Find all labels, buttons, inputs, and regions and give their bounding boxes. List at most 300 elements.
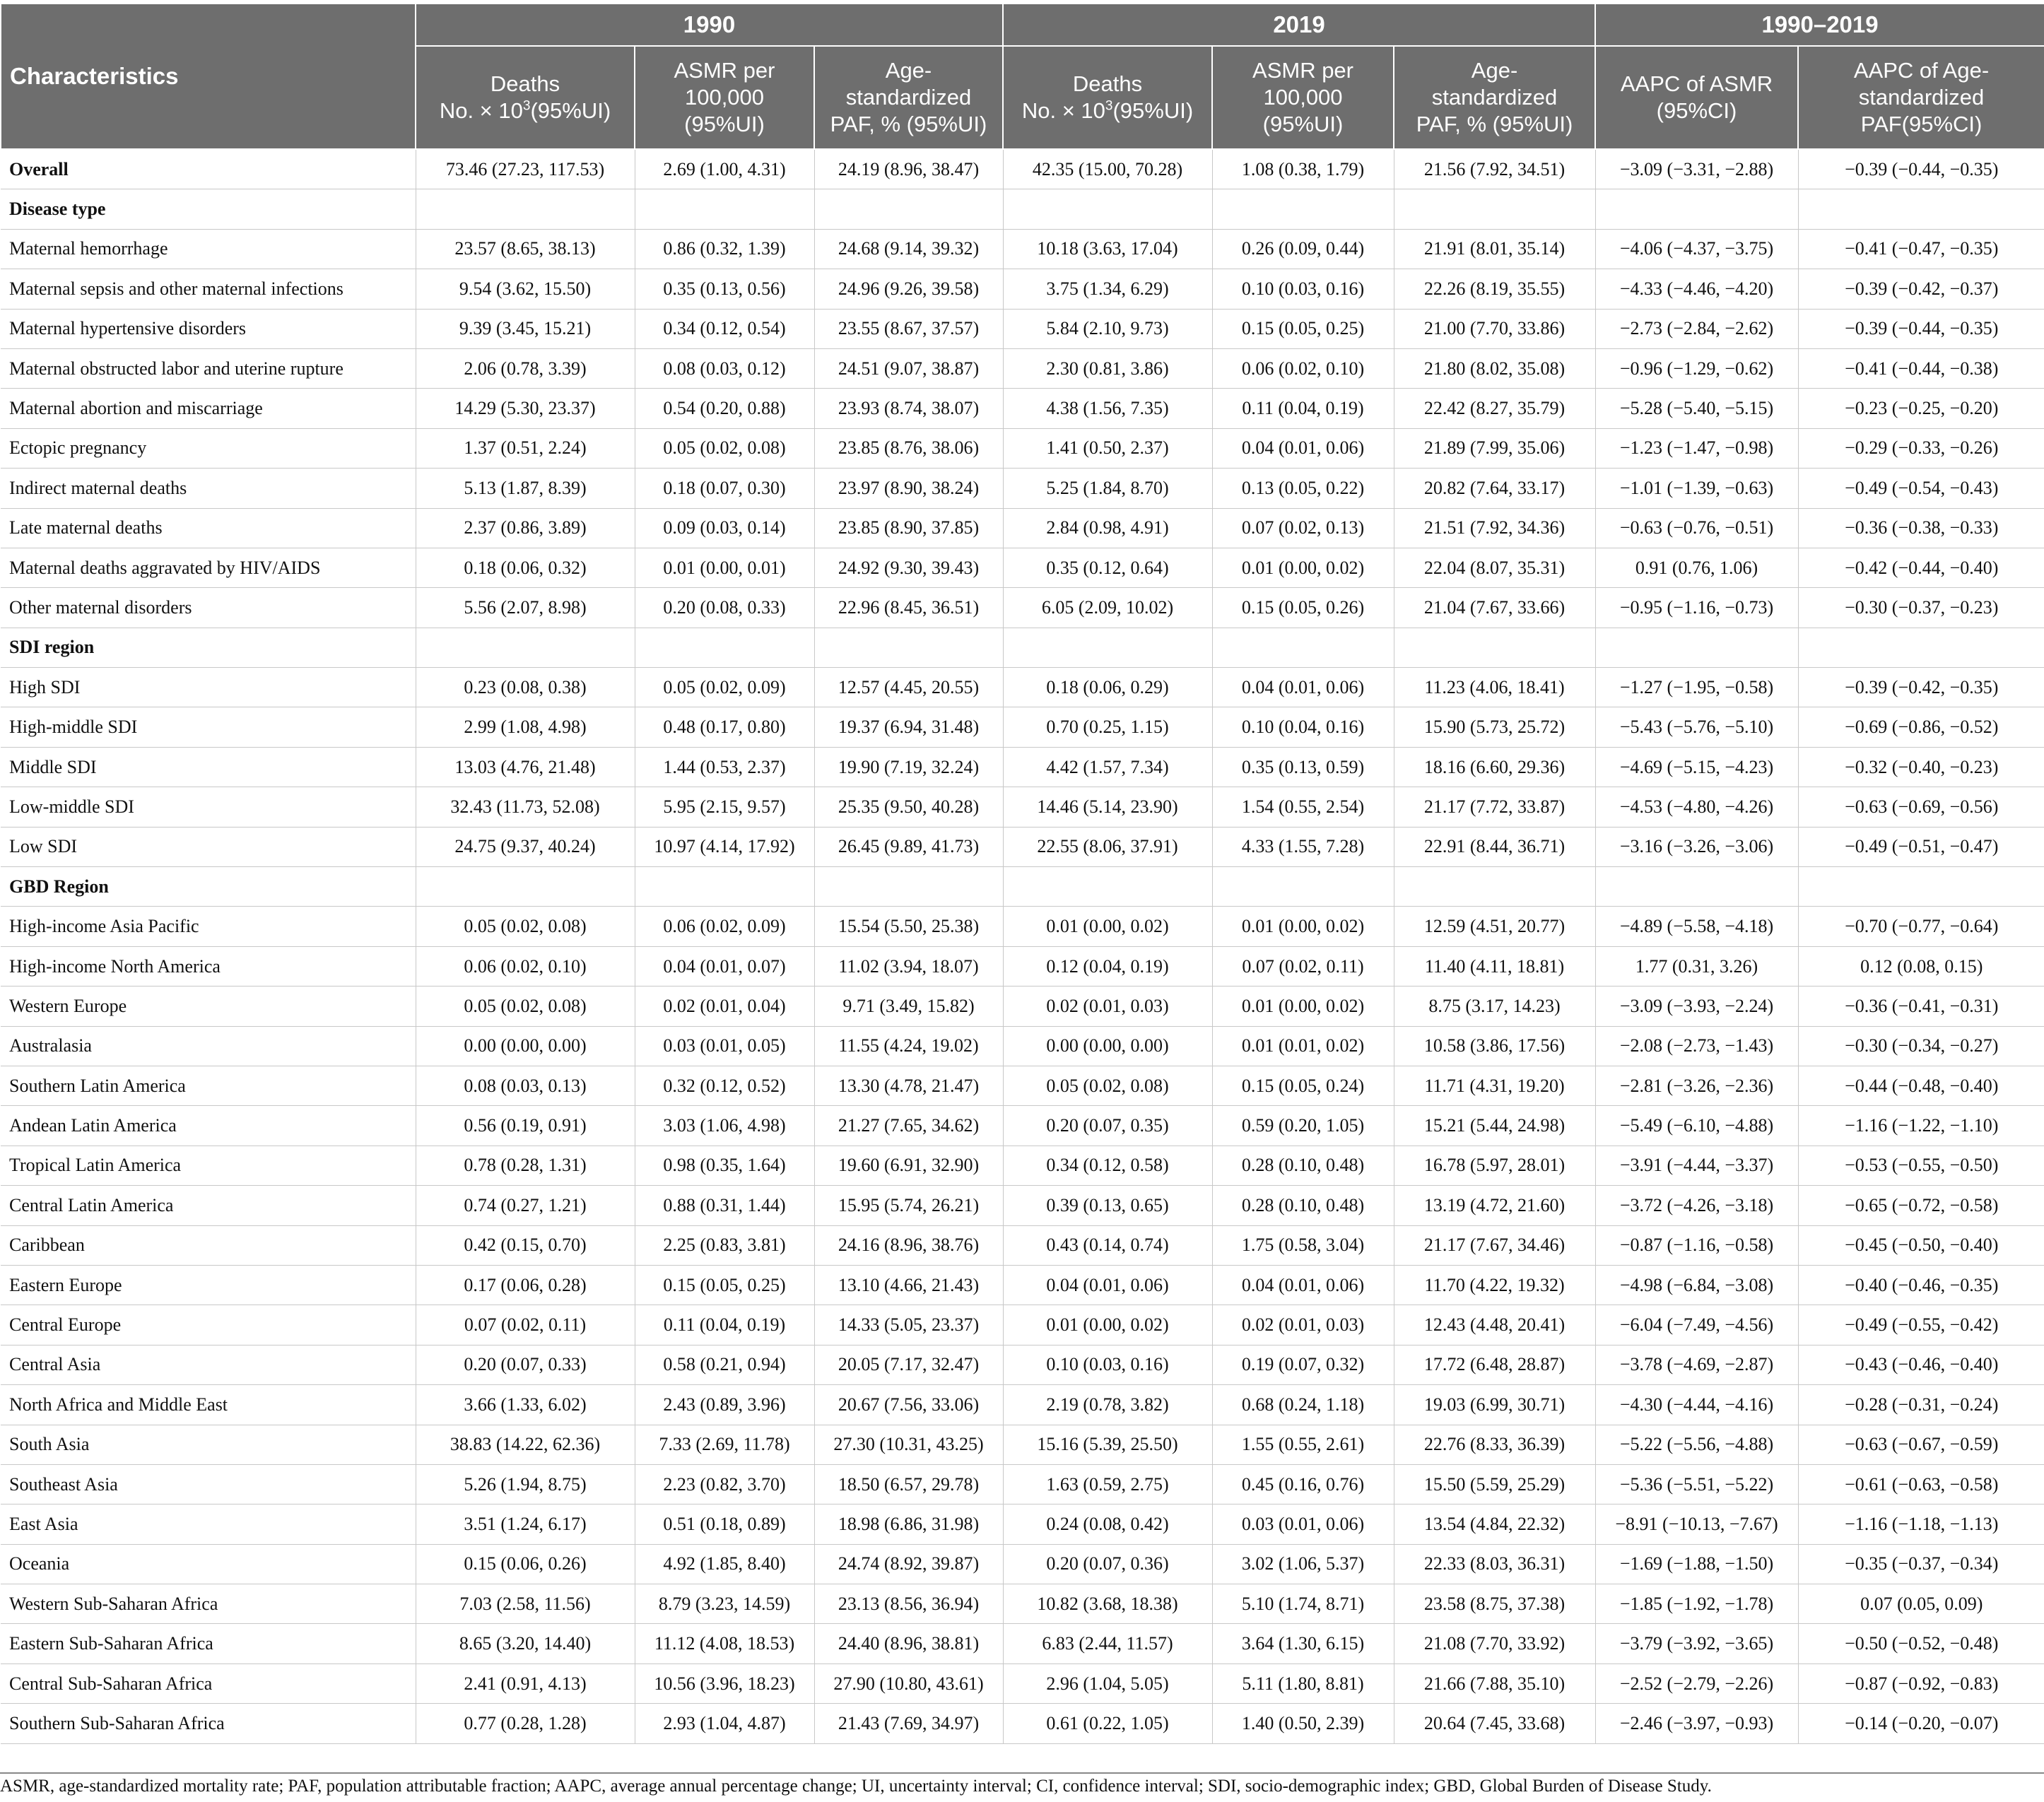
header-deaths-2019: Deaths No. × $10^3(95\%UI)$	[1003, 46, 1212, 149]
header-aapc-paf: AAPC of Age- standardized PAF(95%CI)	[1798, 46, 2044, 149]
table-cell: 0.12 (0.08, 0.15)	[1798, 946, 2044, 986]
table-cell: 9.39 (3.45, 15.21)	[416, 309, 635, 348]
table-cell: 20.67 (7.56, 33.06)	[814, 1385, 1003, 1425]
table-cell: 12.43 (4.48, 20.41)	[1394, 1305, 1595, 1345]
table-row	[1, 229, 2044, 269]
table-cell: 0.34 (0.12, 0.54)	[635, 309, 814, 348]
table-cell: −0.87 (−0.92, −0.83)	[1798, 1663, 2044, 1703]
table-cell: 11.71 (4.31, 19.20)	[1394, 1066, 1595, 1105]
table-cell: −5.22 (−5.56, −4.88)	[1595, 1425, 1798, 1464]
table-cell: 21.00 (7.70, 33.86)	[1394, 309, 1595, 348]
header-deaths-1990: Deaths No. × $10^3(95\%UI)$	[416, 46, 635, 149]
table-cell: −0.49 (−0.54, −0.43)	[1798, 469, 2044, 508]
row-label: Other maternal disorders	[1, 588, 416, 628]
table-row	[1, 149, 2044, 189]
table-cell: 0.01 (0.00, 0.01)	[635, 548, 814, 587]
table-row	[1, 1504, 2044, 1544]
table-cell: 13.19 (4.72, 21.60)	[1394, 1186, 1595, 1225]
table-cell: 0.13 (0.05, 0.22)	[1212, 469, 1394, 508]
table-cell	[635, 867, 814, 907]
table-cell: 0.04 (0.01, 0.07)	[635, 946, 814, 986]
table-cell: 24.75 (9.37, 40.24)	[416, 827, 635, 866]
table-row	[1, 1026, 2044, 1066]
table-cell: 0.02 (0.01, 0.03)	[1212, 1305, 1394, 1345]
table-cell: 2.43 (0.89, 3.96)	[635, 1385, 814, 1425]
header-paf-2019: Age- standardized PAF, % (95%UI)	[1394, 46, 1595, 149]
table-row	[1, 1425, 2044, 1464]
row-label: Maternal hemorrhage	[1, 229, 416, 269]
table-cell: 15.95 (5.74, 26.21)	[814, 1186, 1003, 1225]
table-cell: 5.13 (1.87, 8.39)	[416, 469, 635, 508]
table-cell: 2.23 (0.82, 3.70)	[635, 1464, 814, 1504]
row-label: Central Sub-Saharan Africa	[1, 1663, 416, 1703]
header-asmr-2019: ASMR per 100,000 (95%UI)	[1212, 46, 1394, 149]
table-cell: 21.17 (7.72, 33.87)	[1394, 787, 1595, 827]
table-row	[1, 946, 2044, 986]
table-cell: 13.10 (4.66, 21.43)	[814, 1265, 1003, 1305]
table-cell: 21.89 (7.99, 35.06)	[1394, 428, 1595, 468]
section-row	[1, 628, 2044, 667]
table-cell: 0.70 (0.25, 1.15)	[1003, 707, 1212, 747]
row-label: Central Europe	[1, 1305, 416, 1345]
table-cell: 0.01 (0.00, 0.02)	[1212, 907, 1394, 946]
table-cell: 0.48 (0.17, 0.80)	[635, 707, 814, 747]
table-row	[1, 1106, 2044, 1146]
data-table	[0, 3, 2044, 1744]
table-cell	[416, 189, 635, 229]
table-cell	[1798, 628, 2044, 667]
table-row	[1, 1345, 2044, 1384]
table-cell: 3.51 (1.24, 6.17)	[416, 1504, 635, 1544]
table-cell: −0.35 (−0.37, −0.34)	[1798, 1544, 2044, 1584]
table-cell: 10.82 (3.68, 18.38)	[1003, 1584, 1212, 1624]
table-cell: 13.03 (4.76, 21.48)	[416, 747, 635, 787]
table-cell: 19.03 (6.99, 30.71)	[1394, 1385, 1595, 1425]
table-cell: −0.65 (−0.72, −0.58)	[1798, 1186, 2044, 1225]
table-cell: 20.64 (7.45, 33.68)	[1394, 1704, 1595, 1743]
table-cell: 0.00 (0.00, 0.00)	[416, 1026, 635, 1066]
table-cell: 7.03 (2.58, 11.56)	[416, 1584, 635, 1624]
table-cell: 23.93 (8.74, 38.07)	[814, 389, 1003, 428]
table-cell: 21.17 (7.67, 34.46)	[1394, 1225, 1595, 1265]
table-row	[1, 787, 2044, 827]
table-cell: 15.16 (5.39, 25.50)	[1003, 1425, 1212, 1464]
table-cell: −0.36 (−0.41, −0.31)	[1798, 987, 2044, 1026]
table-cell: 0.51 (0.18, 0.89)	[635, 1504, 814, 1544]
table-cell: 0.74 (0.27, 1.21)	[416, 1186, 635, 1225]
table-cell: 0.01 (0.00, 0.02)	[1003, 1305, 1212, 1345]
table-cell: 0.18 (0.06, 0.29)	[1003, 668, 1212, 707]
table-cell: 11.02 (3.94, 18.07)	[814, 946, 1003, 986]
table-cell: 0.17 (0.06, 0.28)	[416, 1265, 635, 1305]
table-cell: 23.57 (8.65, 38.13)	[416, 229, 635, 269]
table-cell: 19.60 (6.91, 32.90)	[814, 1146, 1003, 1185]
table-cell: 1.37 (0.51, 2.24)	[416, 428, 635, 468]
table-cell: 19.37 (6.94, 31.48)	[814, 707, 1003, 747]
table-cell: 11.12 (4.08, 18.53)	[635, 1624, 814, 1663]
table-cell: −3.79 (−3.92, −3.65)	[1595, 1624, 1798, 1663]
table-cell: 1.40 (0.50, 2.39)	[1212, 1704, 1394, 1743]
row-label: Western Europe	[1, 987, 416, 1026]
table-cell: 0.07 (0.02, 0.11)	[416, 1305, 635, 1345]
table-cell: 0.01 (0.01, 0.02)	[1212, 1026, 1394, 1066]
table-cell: 1.54 (0.55, 2.54)	[1212, 787, 1394, 827]
table-cell: 21.08 (7.70, 33.92)	[1394, 1624, 1595, 1663]
table-cell: 0.05 (0.02, 0.08)	[416, 907, 635, 946]
row-label: Tropical Latin America	[1, 1146, 416, 1185]
header-group-1990-2019: 1990–2019	[1595, 4, 2044, 46]
table-cell: 6.83 (2.44, 11.57)	[1003, 1624, 1212, 1663]
table-header	[1, 4, 2044, 149]
table-cell: −1.23 (−1.47, −0.98)	[1595, 428, 1798, 468]
table-cell: 0.24 (0.08, 0.42)	[1003, 1504, 1212, 1544]
table-cell: 0.58 (0.21, 0.94)	[635, 1345, 814, 1384]
table-cell: 20.05 (7.17, 32.47)	[814, 1345, 1003, 1384]
table-cell: 24.74 (8.92, 39.87)	[814, 1544, 1003, 1584]
table-row	[1, 1265, 2044, 1305]
table-cell	[635, 189, 814, 229]
header-group-1990: 1990	[416, 4, 1003, 46]
table-cell: −3.09 (−3.93, −2.24)	[1595, 987, 1798, 1026]
table-body	[1, 149, 2044, 1743]
table-cell	[1798, 189, 2044, 229]
table-cell: 23.13 (8.56, 36.94)	[814, 1584, 1003, 1624]
table-cell: 0.42 (0.15, 0.70)	[416, 1225, 635, 1265]
row-label: Disease type	[1, 189, 416, 229]
table-cell: 11.70 (4.22, 19.32)	[1394, 1265, 1595, 1305]
table-cell: 23.85 (8.90, 37.85)	[814, 508, 1003, 548]
table-cell: 0.08 (0.03, 0.13)	[416, 1066, 635, 1105]
table-cell: −0.96 (−1.29, −0.62)	[1595, 348, 1798, 388]
table-cell: −0.49 (−0.51, −0.47)	[1798, 827, 2044, 866]
table-cell	[1394, 867, 1595, 907]
table-cell: 24.40 (8.96, 38.81)	[814, 1624, 1003, 1663]
table-cell	[1003, 628, 1212, 667]
row-label: Western Sub-Saharan Africa	[1, 1584, 416, 1624]
table-cell: 0.06 (0.02, 0.10)	[1212, 348, 1394, 388]
table-cell: −0.30 (−0.37, −0.23)	[1798, 588, 2044, 628]
table-cell: −1.85 (−1.92, −1.78)	[1595, 1584, 1798, 1624]
data-table-container	[0, 3, 2044, 1744]
table-cell: 0.05 (0.02, 0.08)	[416, 987, 635, 1026]
table-cell: 14.46 (5.14, 23.90)	[1003, 787, 1212, 827]
table-cell: 8.79 (3.23, 14.59)	[635, 1584, 814, 1624]
table-cell: 21.27 (7.65, 34.62)	[814, 1106, 1003, 1146]
table-cell: −0.45 (−0.50, −0.40)	[1798, 1225, 2044, 1265]
table-cell: 0.45 (0.16, 0.76)	[1212, 1464, 1394, 1504]
table-cell: 0.05 (0.02, 0.08)	[635, 428, 814, 468]
table-cell: 20.82 (7.64, 33.17)	[1394, 469, 1595, 508]
table-cell: 0.15 (0.05, 0.25)	[635, 1265, 814, 1305]
table-cell	[1595, 867, 1798, 907]
table-cell: 15.54 (5.50, 25.38)	[814, 907, 1003, 946]
table-cell: 2.93 (1.04, 4.87)	[635, 1704, 814, 1743]
table-cell: 24.92 (9.30, 39.43)	[814, 548, 1003, 587]
table-cell	[635, 628, 814, 667]
table-cell: 1.75 (0.58, 3.04)	[1212, 1225, 1394, 1265]
table-cell: 21.66 (7.88, 35.10)	[1394, 1663, 1595, 1703]
row-label: GBD Region	[1, 867, 416, 907]
table-cell: 4.33 (1.55, 7.28)	[1212, 827, 1394, 866]
table-cell: 1.41 (0.50, 2.37)	[1003, 428, 1212, 468]
table-cell: 0.26 (0.09, 0.44)	[1212, 229, 1394, 269]
table-cell: 0.19 (0.07, 0.32)	[1212, 1345, 1394, 1384]
table-cell	[1212, 628, 1394, 667]
table-cell: 23.97 (8.90, 38.24)	[814, 469, 1003, 508]
table-cell: −0.53 (−0.55, −0.50)	[1798, 1146, 2044, 1185]
table-cell: 1.55 (0.55, 2.61)	[1212, 1425, 1394, 1464]
table-cell: 1.77 (0.31, 3.26)	[1595, 946, 1798, 986]
table-cell: 9.54 (3.62, 15.50)	[416, 269, 635, 309]
table-cell: 0.23 (0.08, 0.38)	[416, 668, 635, 707]
row-label: Southern Sub-Saharan Africa	[1, 1704, 416, 1743]
table-cell: 0.20 (0.07, 0.33)	[416, 1345, 635, 1384]
table-cell: 0.32 (0.12, 0.52)	[635, 1066, 814, 1105]
header-asmr-1990: ASMR per 100,000 (95%UI)	[635, 46, 814, 149]
table-cell	[1394, 189, 1595, 229]
table-cell: 10.97 (4.14, 17.92)	[635, 827, 814, 866]
row-label: Southern Latin America	[1, 1066, 416, 1105]
table-cell: 0.77 (0.28, 1.28)	[416, 1704, 635, 1743]
table-cell: 0.04 (0.01, 0.06)	[1212, 428, 1394, 468]
table-cell: 24.96 (9.26, 39.58)	[814, 269, 1003, 309]
table-cell: 0.10 (0.04, 0.16)	[1212, 707, 1394, 747]
header-characteristics: Characteristics	[1, 4, 416, 149]
row-label: Late maternal deaths	[1, 508, 416, 548]
table-cell: 2.84 (0.98, 4.91)	[1003, 508, 1212, 548]
table-cell: 19.90 (7.19, 32.24)	[814, 747, 1003, 787]
table-cell: 24.68 (9.14, 39.32)	[814, 229, 1003, 269]
row-label: Southeast Asia	[1, 1464, 416, 1504]
table-cell: 0.07 (0.02, 0.13)	[1212, 508, 1394, 548]
table-cell: −4.53 (−4.80, −4.26)	[1595, 787, 1798, 827]
table-cell: −3.09 (−3.31, −2.88)	[1595, 149, 1798, 189]
table-cell	[1798, 867, 2044, 907]
table-cell: −0.41 (−0.47, −0.35)	[1798, 229, 2044, 269]
table-cell: 2.37 (0.86, 3.89)	[416, 508, 635, 548]
table-cell: 2.99 (1.08, 4.98)	[416, 707, 635, 747]
table-cell: 32.43 (11.73, 52.08)	[416, 787, 635, 827]
row-label: High-income Asia Pacific	[1, 907, 416, 946]
table-cell: 0.01 (0.00, 0.02)	[1003, 907, 1212, 946]
table-cell: 0.56 (0.19, 0.91)	[416, 1106, 635, 1146]
table-cell: 23.58 (8.75, 37.38)	[1394, 1584, 1595, 1624]
table-row	[1, 707, 2044, 747]
table-cell: 0.35 (0.12, 0.64)	[1003, 548, 1212, 587]
table-row	[1, 1066, 2044, 1105]
table-row	[1, 1544, 2044, 1584]
table-cell: 0.04 (0.01, 0.06)	[1003, 1265, 1212, 1305]
table-cell: −2.46 (−3.97, −0.93)	[1595, 1704, 1798, 1743]
table-cell: 0.15 (0.05, 0.25)	[1212, 309, 1394, 348]
table-cell: 0.20 (0.07, 0.35)	[1003, 1106, 1212, 1146]
table-cell: 11.40 (4.11, 18.81)	[1394, 946, 1595, 986]
row-label: Eastern Sub-Saharan Africa	[1, 1624, 416, 1663]
row-label: Ectopic pregnancy	[1, 428, 416, 468]
table-cell: 0.09 (0.03, 0.14)	[635, 508, 814, 548]
table-cell: 0.88 (0.31, 1.44)	[635, 1186, 814, 1225]
row-label: Overall	[1, 149, 416, 189]
table-cell: 14.29 (5.30, 23.37)	[416, 389, 635, 428]
table-cell: 0.18 (0.06, 0.32)	[416, 548, 635, 587]
table-cell: 3.03 (1.06, 4.98)	[635, 1106, 814, 1146]
row-label: Central Latin America	[1, 1186, 416, 1225]
row-label: Central Asia	[1, 1345, 416, 1384]
table-cell: 0.11 (0.04, 0.19)	[635, 1305, 814, 1345]
table-cell: 22.42 (8.27, 35.79)	[1394, 389, 1595, 428]
table-cell: −1.69 (−1.88, −1.50)	[1595, 1544, 1798, 1584]
table-cell: −6.04 (−7.49, −4.56)	[1595, 1305, 1798, 1345]
table-cell: −4.69 (−5.15, −4.23)	[1595, 747, 1798, 787]
table-cell: −1.16 (−1.18, −1.13)	[1798, 1504, 2044, 1544]
table-row	[1, 1186, 2044, 1225]
table-row	[1, 827, 2044, 866]
table-cell	[416, 628, 635, 667]
table-cell: 73.46 (27.23, 117.53)	[416, 149, 635, 189]
table-cell: 0.20 (0.08, 0.33)	[635, 588, 814, 628]
row-label: High SDI	[1, 668, 416, 707]
table-cell: 0.15 (0.06, 0.26)	[416, 1544, 635, 1584]
table-cell: −4.30 (−4.44, −4.16)	[1595, 1385, 1798, 1425]
table-cell: 0.02 (0.01, 0.03)	[1003, 987, 1212, 1026]
table-cell: 21.80 (8.02, 35.08)	[1394, 348, 1595, 388]
table-cell: 10.58 (3.86, 17.56)	[1394, 1026, 1595, 1066]
table-cell	[1003, 867, 1212, 907]
row-label: Maternal abortion and miscarriage	[1, 389, 416, 428]
table-cell: −0.63 (−0.69, −0.56)	[1798, 787, 2044, 827]
table-cell: 0.20 (0.07, 0.36)	[1003, 1544, 1212, 1584]
table-cell: 0.18 (0.07, 0.30)	[635, 469, 814, 508]
table-cell: 0.15 (0.05, 0.24)	[1212, 1066, 1394, 1105]
table-cell: −0.39 (−0.44, −0.35)	[1798, 309, 2044, 348]
table-cell: −5.36 (−5.51, −5.22)	[1595, 1464, 1798, 1504]
table-cell: 0.28 (0.10, 0.48)	[1212, 1186, 1394, 1225]
table-cell: 13.30 (4.78, 21.47)	[814, 1066, 1003, 1105]
table-cell: 8.75 (3.17, 14.23)	[1394, 987, 1595, 1026]
table-cell: 2.25 (0.83, 3.81)	[635, 1225, 814, 1265]
table-cell: 12.59 (4.51, 20.77)	[1394, 907, 1595, 946]
table-cell: 0.06 (0.02, 0.09)	[635, 907, 814, 946]
table-cell: 2.69 (1.00, 4.31)	[635, 149, 814, 189]
table-cell: −0.70 (−0.77, −0.64)	[1798, 907, 2044, 946]
row-label: Maternal obstructed labor and uterine rupture	[1, 348, 416, 388]
table-cell: −8.91 (−10.13, −7.67)	[1595, 1504, 1798, 1544]
table-cell: −0.32 (−0.40, −0.23)	[1798, 747, 2044, 787]
table-cell: 0.12 (0.04, 0.19)	[1003, 946, 1212, 986]
table-cell: 0.01 (0.00, 0.02)	[1212, 548, 1394, 587]
row-label: Middle SDI	[1, 747, 416, 787]
table-cell: 2.96 (1.04, 5.05)	[1003, 1663, 1212, 1703]
table-cell: 0.43 (0.14, 0.74)	[1003, 1225, 1212, 1265]
table-cell: 0.59 (0.20, 1.05)	[1212, 1106, 1394, 1146]
table-cell: 0.10 (0.03, 0.16)	[1212, 269, 1394, 309]
table-cell: 25.35 (9.50, 40.28)	[814, 787, 1003, 827]
table-row	[1, 1704, 2044, 1743]
table-cell: 3.75 (1.34, 6.29)	[1003, 269, 1212, 309]
table-cell: 3.66 (1.33, 6.02)	[416, 1385, 635, 1425]
table-cell: 22.04 (8.07, 35.31)	[1394, 548, 1595, 587]
table-cell: 4.92 (1.85, 8.40)	[635, 1544, 814, 1584]
table-cell: 0.04 (0.01, 0.06)	[1212, 1265, 1394, 1305]
table-row	[1, 1385, 2044, 1425]
section-row	[1, 189, 2044, 229]
table-row	[1, 309, 2044, 348]
table-cell: 5.95 (2.15, 9.57)	[635, 787, 814, 827]
row-label: Eastern Europe	[1, 1265, 416, 1305]
table-cell: 0.15 (0.05, 0.26)	[1212, 588, 1394, 628]
table-cell: 15.50 (5.59, 25.29)	[1394, 1464, 1595, 1504]
table-row	[1, 907, 2044, 946]
row-label: Indirect maternal deaths	[1, 469, 416, 508]
table-footnote: ASMR, age-standardized mortality rate; PAF, population attributable fraction; AAPC, average annual percentage change; UI, uncertainty interval; CI, confidence interval; SDI, socio-demographic index; GBD, Global Burden of Disease Study.	[0, 1772, 2044, 1796]
table-cell: −0.50 (−0.52, −0.48)	[1798, 1624, 2044, 1663]
table-cell: −0.39 (−0.42, −0.37)	[1798, 269, 2044, 309]
table-cell: 23.55 (8.67, 37.57)	[814, 309, 1003, 348]
table-cell: 5.11 (1.80, 8.81)	[1212, 1663, 1394, 1703]
table-cell: −0.42 (−0.44, −0.40)	[1798, 548, 2044, 587]
table-cell: −0.39 (−0.44, −0.35)	[1798, 149, 2044, 189]
table-cell: 0.28 (0.10, 0.48)	[1212, 1146, 1394, 1185]
table-cell: 0.07 (0.02, 0.11)	[1212, 946, 1394, 986]
table-cell: 2.19 (0.78, 3.82)	[1003, 1385, 1212, 1425]
table-cell: −0.49 (−0.55, −0.42)	[1798, 1305, 2044, 1345]
row-label: Low-middle SDI	[1, 787, 416, 827]
row-label: High-income North America	[1, 946, 416, 986]
table-cell: −2.08 (−2.73, −1.43)	[1595, 1026, 1798, 1066]
table-row	[1, 668, 2044, 707]
table-cell: −3.91 (−4.44, −3.37)	[1595, 1146, 1798, 1185]
table-cell: 0.35 (0.13, 0.56)	[635, 269, 814, 309]
table-cell: 10.18 (3.63, 17.04)	[1003, 229, 1212, 269]
table-cell: 0.54 (0.20, 0.88)	[635, 389, 814, 428]
table-cell: −3.16 (−3.26, −3.06)	[1595, 827, 1798, 866]
table-cell: 4.38 (1.56, 7.35)	[1003, 389, 1212, 428]
table-cell: 3.02 (1.06, 5.37)	[1212, 1544, 1394, 1584]
table-cell: 13.54 (4.84, 22.32)	[1394, 1504, 1595, 1544]
table-cell: 0.05 (0.02, 0.08)	[1003, 1066, 1212, 1105]
table-row	[1, 508, 2044, 548]
table-row	[1, 1225, 2044, 1265]
table-cell: −0.41 (−0.44, −0.38)	[1798, 348, 2044, 388]
table-cell: −3.78 (−4.69, −2.87)	[1595, 1345, 1798, 1384]
table-cell: −0.23 (−0.25, −0.20)	[1798, 389, 2044, 428]
table-cell: 0.11 (0.04, 0.19)	[1212, 389, 1394, 428]
table-cell	[1212, 189, 1394, 229]
table-cell: 8.65 (3.20, 14.40)	[416, 1624, 635, 1663]
table-cell	[1595, 189, 1798, 229]
table-cell: 5.26 (1.94, 8.75)	[416, 1464, 635, 1504]
table-cell	[1003, 189, 1212, 229]
table-cell: 9.71 (3.49, 15.82)	[814, 987, 1003, 1026]
table-cell: 1.44 (0.53, 2.37)	[635, 747, 814, 787]
table-cell: 0.86 (0.32, 1.39)	[635, 229, 814, 269]
table-cell: 6.05 (2.09, 10.02)	[1003, 588, 1212, 628]
table-cell: 1.08 (0.38, 1.79)	[1212, 149, 1394, 189]
table-cell: 14.33 (5.05, 23.37)	[814, 1305, 1003, 1345]
table-cell: −5.49 (−6.10, −4.88)	[1595, 1106, 1798, 1146]
table-cell: −0.43 (−0.46, −0.40)	[1798, 1345, 2044, 1384]
table-cell: 22.55 (8.06, 37.91)	[1003, 827, 1212, 866]
table-row	[1, 428, 2044, 468]
table-row	[1, 469, 2044, 508]
table-cell: 3.64 (1.30, 6.15)	[1212, 1624, 1394, 1663]
table-cell: 38.83 (14.22, 62.36)	[416, 1425, 635, 1464]
table-cell: 0.39 (0.13, 0.65)	[1003, 1186, 1212, 1225]
table-cell: −0.30 (−0.34, −0.27)	[1798, 1026, 2044, 1066]
table-cell: 27.30 (10.31, 43.25)	[814, 1425, 1003, 1464]
table-cell: 0.03 (0.01, 0.06)	[1212, 1504, 1394, 1544]
table-cell: 0.02 (0.01, 0.04)	[635, 987, 814, 1026]
